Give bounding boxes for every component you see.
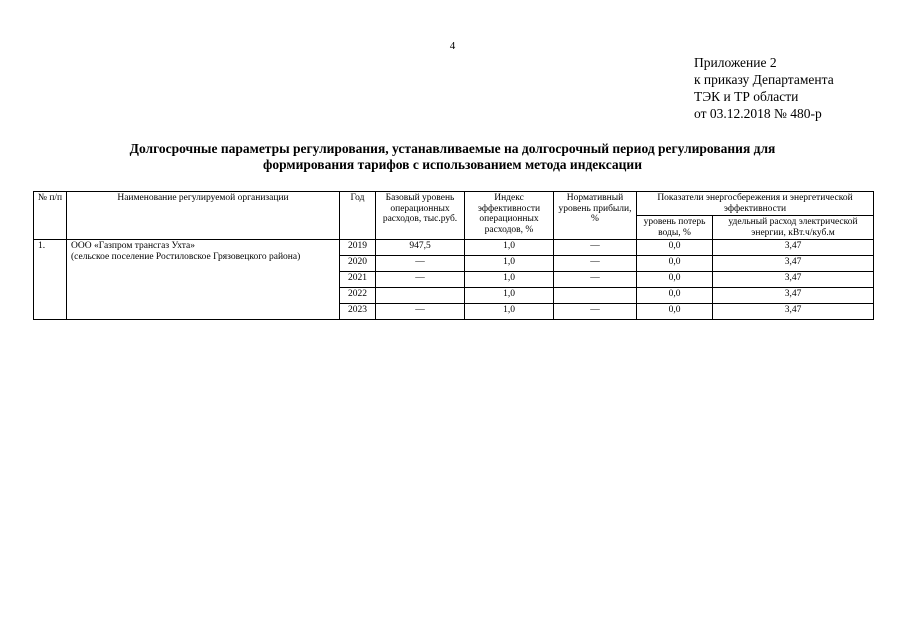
header-number: № п/п	[34, 192, 67, 240]
title-line-2: формирования тарифов с использованием метода индексации	[263, 157, 642, 172]
header-efficiency-index: Индекс эффективности операционных расходов, %	[465, 192, 554, 240]
header-profit-level: Нормативный уровень прибыли, %	[554, 192, 637, 240]
energy-consumption-cell: 3,47	[713, 256, 874, 272]
year-cell: 2021	[340, 272, 376, 288]
energy-consumption-cell: 3,47	[713, 304, 874, 320]
water-loss-cell: 0,0	[637, 272, 713, 288]
appendix-block	[694, 54, 834, 122]
organization-name: ООО «Газпром трансгаз Ухта»	[71, 241, 196, 251]
base-level-cell: —	[376, 256, 465, 272]
energy-consumption-cell: 3,47	[713, 288, 874, 304]
year-cell: 2023	[340, 304, 376, 320]
efficiency-index-cell: 1,0	[465, 288, 554, 304]
year-cell: 2019	[340, 240, 376, 256]
appendix-line-1: Приложение 2	[694, 55, 777, 70]
appendix-line-2: к приказу Департамента	[694, 72, 834, 87]
table-row	[34, 240, 874, 256]
header-energy-consumption: удельный расход электрической энергии, кВт.ч/куб.м	[713, 216, 874, 240]
base-level-cell	[376, 288, 465, 304]
header-energy-group: Показатели энергосбережения и энергетической эффективности	[637, 192, 874, 216]
header-water-loss: уровень потерь воды, %	[637, 216, 713, 240]
efficiency-index-cell: 1,0	[465, 272, 554, 288]
header-year: Год	[340, 192, 376, 240]
energy-consumption-cell: 3,47	[713, 240, 874, 256]
title-line-1: Долгосрочные параметры регулирования, устанавливаемые на долгосрочный период регулирования для	[129, 141, 776, 156]
efficiency-index-cell: 1,0	[465, 240, 554, 256]
water-loss-cell: 0,0	[637, 240, 713, 256]
year-cell: 2020	[340, 256, 376, 272]
base-level-cell: 947,5	[376, 240, 465, 256]
header-organization: Наименование регулируемой организации	[67, 192, 340, 240]
parameters-table	[33, 191, 874, 320]
profit-level-cell	[554, 288, 637, 304]
water-loss-cell: 0,0	[637, 304, 713, 320]
appendix-line-3: ТЭК и ТР области	[694, 89, 799, 104]
base-level-cell: —	[376, 272, 465, 288]
organization-location: (сельское поселение Ростиловское Грязовецкого района)	[71, 251, 301, 262]
page-number: 4	[449, 40, 456, 52]
water-loss-cell: 0,0	[637, 256, 713, 272]
efficiency-index-cell: 1,0	[465, 304, 554, 320]
appendix-line-4: от 03.12.2018 № 480-р	[694, 106, 822, 121]
year-cell: 2022	[340, 288, 376, 304]
efficiency-index-cell: 1,0	[465, 256, 554, 272]
energy-consumption-cell: 3,47	[713, 272, 874, 288]
organization-cell	[67, 240, 340, 320]
base-level-cell: —	[376, 304, 465, 320]
water-loss-cell: 0,0	[637, 288, 713, 304]
profit-level-cell: —	[554, 304, 637, 320]
header-base-level: Базовый уровень операционных расходов, тыс.руб.	[376, 192, 465, 240]
profit-level-cell: —	[554, 272, 637, 288]
row-number: 1.	[34, 240, 67, 320]
profit-level-cell: —	[554, 256, 637, 272]
document-title	[60, 141, 845, 173]
profit-level-cell: —	[554, 240, 637, 256]
